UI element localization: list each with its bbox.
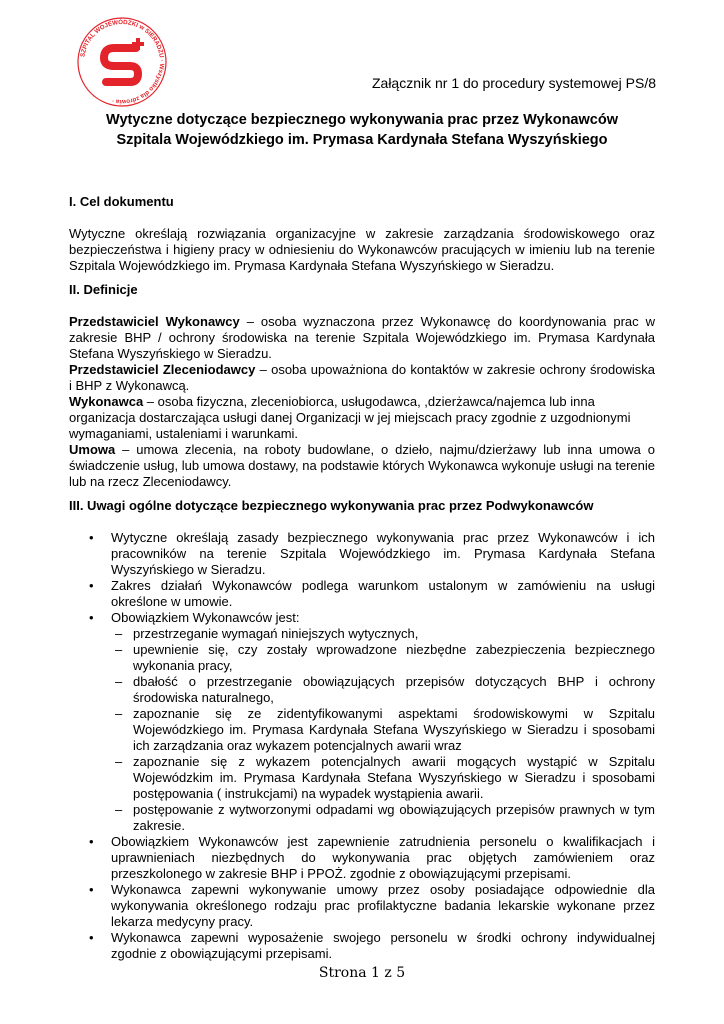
list-item: • Obowiązkiem Wykonawców jest zapewnienie zatrudnienia personelu o kwalifikacjach i uprawnieniach niezbędnych do wykonywania prac objętych zamówieniem oraz przeszkolonego w zakresie BHP i PPOŻ. zgodnie z obowiązującymi przepisami.: [89, 834, 655, 881]
definition-text: – osoba fizyczna, zleceniobiorca, usługodawca, ,dzierżawca/najemca lub inna organizacja dostarczająca usługi danej Organizacji w jej miejscach pracy zgodnie z uzgodnionymi wymaganiami, ustaleniami i warunkami.: [69, 394, 631, 441]
definition: [69, 394, 655, 442]
hospital-logo: [74, 14, 170, 110]
page-number: Strona 1 z 5: [318, 965, 406, 981]
definition: [69, 362, 655, 394]
list-item: – zapoznanie się ze zidentyfikowanymi aspektami środowiskowymi w Szpitalu Wojewódzkiego im. Prymasa Kardynała Stefana Wyszyńskiego w Sieradzu i sposobami ich zarządzania oraz wykazem potencjalnych awarii wraz: [115, 706, 655, 753]
section-text: Wytyczne określają rozwiązania organizacyjne w zakresie zarządzania środowiskowego oraz bezpieczeństwa i higieny pracy w odniesieniu do Wykonawców pracujących w imieniu lub na terenie Szpitala Wojewódzkiego im. Prymasa Kardynała Stefana Wyszyńskiego w Sieradzu.: [69, 226, 655, 273]
list-item: – dbałość o przestrzeganie obowiązujących przepisów dotyczących BHP i ochrony środowiska naturalnego,: [115, 674, 655, 705]
bullet-list: [69, 530, 655, 962]
definition-term: Wykonawca: [69, 394, 144, 409]
list-item: • Zakres działań Wykonawców podlega warunkom ustalonym w zamówieniu na usługi określone w umowie.: [89, 578, 655, 609]
title-line-2: Szpitala Wojewódzkiego im. Prymasa Kardynała Stefana Wyszyńskiego: [116, 132, 608, 148]
section-heading: I. Cel dokumentu: [69, 194, 174, 209]
list-item: • Wykonawca zapewni wykonywanie umowy przez osoby posiadające odpowiednie dla wykonywania określonego rodzaju prac profilaktyczne badania lekarskie wykonane przez lekarza medycyny pracy.: [89, 882, 655, 929]
document-body: [69, 194, 655, 962]
definition-term: Umowa: [69, 442, 116, 457]
definition-text: – umowa zlecenia, na roboty budowlane, o dzieło, najmu/dzierżawy lub inna umowa o świadczenie usług, lub umowa dostawy, na podstawie których Wykonawca wykonuje usługi na terenie lub na rzecz Zleceniodawcy.: [69, 442, 655, 489]
annex-label: Załącznik nr 1 do procedury systemowej PS/8: [371, 75, 656, 91]
list-item: • Wykonawca zapewni wyposażenie swojego personelu w środki ochrony indywidualnej zgodnie z obowiązującymi przepisami.: [89, 930, 655, 961]
list-item: – postępowanie z wytworzonymi odpadami wg obowiązujących przepisów prawnych w tym zakresie.: [115, 802, 655, 833]
svg-text:SZPITAL WOJEWÓDZKI w SIERADZU: SZPITAL WOJEWÓDZKI w SIERADZU · Wszystko dla zdrowia ·: [79, 18, 166, 106]
definition-term: Przedstawiciel Wykonawcy: [69, 314, 240, 329]
list-item: – przestrzeganie wymagań niniejszych wytycznych,: [115, 626, 419, 641]
title-line-1: Wytyczne dotyczące bezpiecznego wykonywania prac przez Wykonawców: [106, 112, 618, 128]
definition-term: Przedstawiciel Zleceniodawcy: [69, 362, 256, 377]
definition-text: – osoba upoważniona do kontaktów w zakresie ochrony środowiska i BHP z Wykonawcą.: [69, 362, 655, 393]
duties-list: [113, 626, 655, 834]
list-item: • Wytyczne określają zasady bezpiecznego wykonywania prac przez Wykonawców i ich pracowników na terenie Szpitala Wojewódzkiego im. Prymasa Kardynała Stefana Wyszyńskiego w Sieradzu.: [89, 530, 655, 577]
section-heading: II. Definicje: [69, 282, 138, 297]
document-title: [70, 110, 654, 150]
definition-text: – osoba wyznaczona przez Wykonawcę do koordynowania prac w zakresie BHP / ochrony środowiska na terenie Szpitala Wojewódzkiego im. Prymasa Kardynała Stefana Wyszyńskiego w Sieradzu.: [69, 314, 656, 361]
definition: [69, 314, 655, 362]
list-item: – zapoznanie się z wykazem potencjalnych awarii mogących wystąpić w Szpitalu Wojewódzkim im. Prymasa Kardynała Stefana Wyszyńskiego w Sieradzu i sposobami postępowania ( instrukcjami) na wypadek wystąpienia awarii.: [115, 754, 655, 801]
hospital-logo-icon: [74, 14, 170, 110]
list-item: • Obowiązkiem Wykonawców jest: – przestrzeganie wymagań niniejszych wytycznych, – upewnienie się, czy zostały wprowadzone niezbędne zabezpieczenia bezpiecznego wykonania pracy, – dbałość o przestrzeganie obowiązujących przepisów dotyczących BHP i ochrony środowiska naturalnego, – zapoznanie się ze zidentyfikowanymi aspektami środowiskowymi w Szpitalu Wojewódzkiego im. Prymasa Kardynała Stefana Wyszyńskiego w Sieradzu i sposobami ich zarządzania oraz wykazem potencjalnych awarii wraz – zapoznanie się z wykazem potencjalnych awarii mogących wystąpić w Szpitalu Wojewódzkim im. Prymasa Kardynała Stefana Wyszyńskiego w Sieradzu i sposobami postępowania ( instrukcjami) na wypadek wystąpienia awarii. – postępowanie z wytworzonymi odpadami wg obowiązujących przepisów prawnych w tym zakresie.: [89, 610, 655, 833]
definition: [69, 442, 655, 490]
list-item: – upewnienie się, czy zostały wprowadzone niezbędne zabezpieczenia bezpiecznego wykonania pracy,: [115, 642, 655, 673]
section-heading: III. Uwagi ogólne dotyczące bezpiecznego wykonywania prac przez Podwykonawców: [69, 498, 594, 513]
